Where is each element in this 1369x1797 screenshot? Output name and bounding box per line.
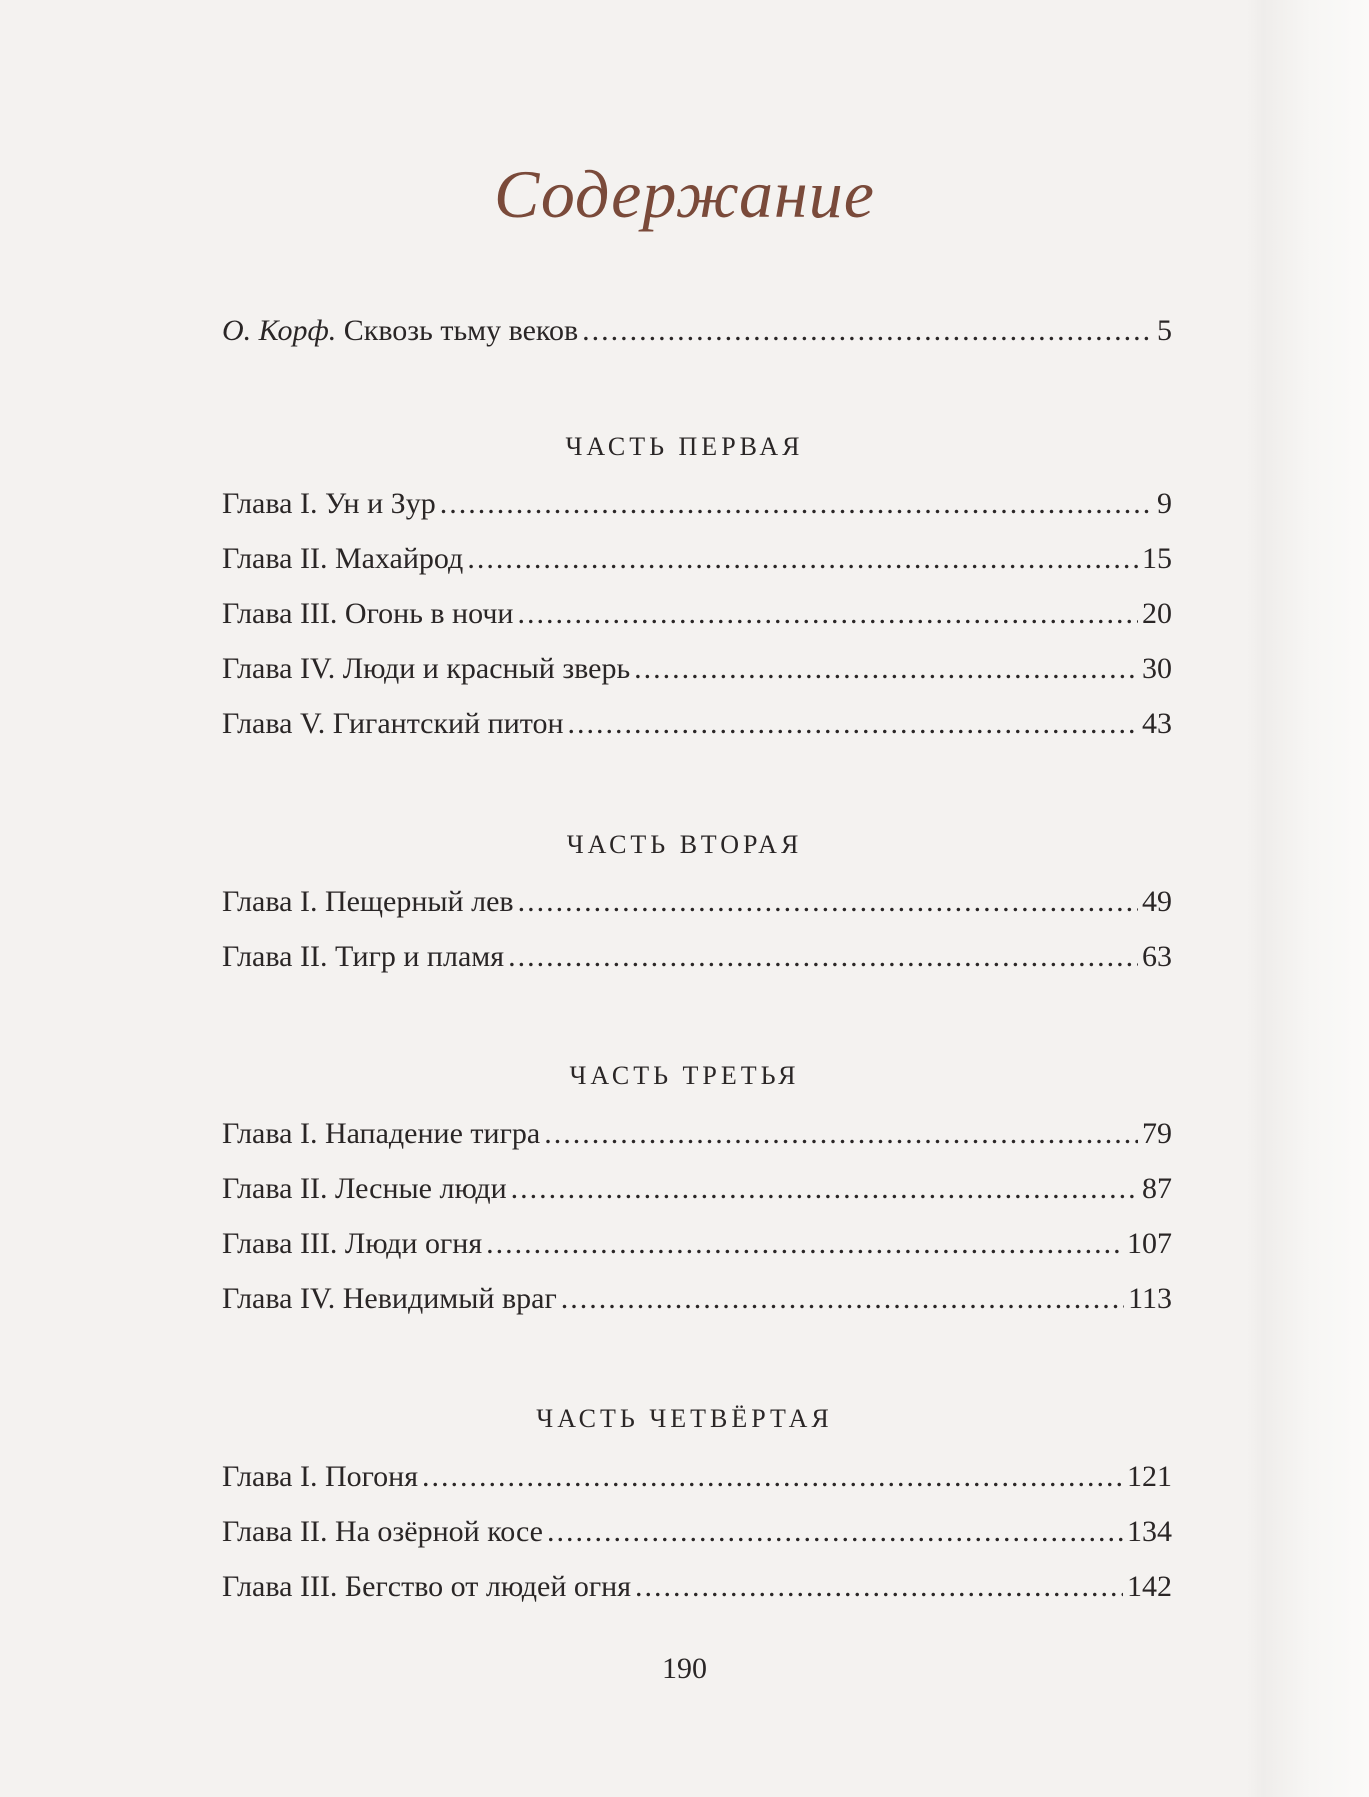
preface-title: Сквозь тьму веков [343,314,579,347]
toc-page-number: 113 [1128,1282,1172,1315]
toc-entry[interactable] [222,1114,1172,1154]
toc-entry-label: Глава I. Пещерный лев [222,885,514,918]
toc-page-number: 30 [1142,652,1172,685]
toc-page-number: 63 [1142,940,1172,973]
toc-page-number: 79 [1142,1117,1172,1150]
toc-entry[interactable] [222,649,1172,689]
toc-entry[interactable] [222,882,1172,922]
toc-entry-label: Глава II. Махайрод [222,542,464,575]
toc-page-number: 15 [1142,542,1172,575]
toc-entry-label: Глава I. Нападение тигра [222,1117,541,1150]
toc-page-number: 20 [1142,597,1172,630]
leader-dots [561,1279,1124,1319]
leader-dots [518,882,1138,922]
leader-dots [568,704,1138,744]
page-edge [1264,0,1369,1797]
toc-entry-label: Глава II. Лесные люди [222,1172,507,1205]
toc-page-number: 87 [1142,1172,1172,1205]
toc-entry-label: Глава III. Огонь в ночи [222,597,514,630]
leader-dots [440,484,1153,524]
toc-entry-preface[interactable] [222,311,1172,351]
toc-entry[interactable] [222,1567,1172,1607]
toc-page-number: 43 [1142,707,1172,740]
leader-dots [486,1224,1123,1264]
part-title: ЧАСТЬ ПЕРВАЯ [565,432,804,461]
toc-entry-label: Глава V. Гигантский питон [222,707,564,740]
toc-page-number: 49 [1142,885,1172,918]
toc-entry-label: Глава III. Бегство от людей огня [222,1570,632,1603]
part-title: ЧАСТЬ ТРЕТЬЯ [569,1061,800,1090]
toc-page-number: 9 [1157,487,1172,520]
toc-page-number: 142 [1127,1570,1172,1603]
toc-entry-label: Глава IV. Люди и красный зверь [222,652,631,685]
toc-entry[interactable] [222,484,1172,524]
leader-dots [467,539,1138,579]
toc-page-number: 121 [1127,1460,1172,1493]
toc-entry-label: Глава I. Погоня [222,1460,419,1493]
toc-entry-label: Глава II. На озёрной косе [222,1515,543,1548]
toc-entry-label: Глава IV. Невидимый враг [222,1282,557,1315]
part-title: ЧАСТЬ ЧЕТВЁРТАЯ [536,1404,833,1433]
leader-dots [517,594,1138,634]
leader-dots [582,311,1153,351]
toc-entry-label: Глава II. Тигр и пламя [222,940,505,973]
toc-entry[interactable] [222,1512,1172,1552]
page-number: 190 [662,1652,707,1685]
toc-entry[interactable] [222,539,1172,579]
toc-page-number: 134 [1127,1515,1172,1548]
toc-page-number: 5 [1157,314,1172,347]
toc-entry[interactable] [222,704,1172,744]
preface-author: О. Корф. [222,314,337,347]
toc-entry-label: Глава I. Ун и Зур [222,487,436,520]
leader-dots [547,1512,1123,1552]
toc-entry[interactable] [222,1279,1172,1319]
leader-dots [422,1457,1123,1497]
page-title: Содержание [494,156,875,232]
toc-entry[interactable] [222,1224,1172,1264]
leader-dots [635,1567,1123,1607]
toc-entry-label: Глава III. Люди огня [222,1227,483,1260]
toc-entry[interactable] [222,594,1172,634]
toc-page-number: 107 [1127,1227,1172,1260]
leader-dots [634,649,1138,689]
toc-entry[interactable] [222,1457,1172,1497]
page-shadow [1246,0,1264,1797]
toc-entry-label [222,311,578,351]
toc-entry[interactable] [222,1169,1172,1209]
leader-dots [508,937,1138,977]
toc-entry[interactable] [222,937,1172,977]
part-title: ЧАСТЬ ВТОРАЯ [566,830,803,859]
leader-dots [544,1114,1138,1154]
leader-dots [511,1169,1138,1209]
